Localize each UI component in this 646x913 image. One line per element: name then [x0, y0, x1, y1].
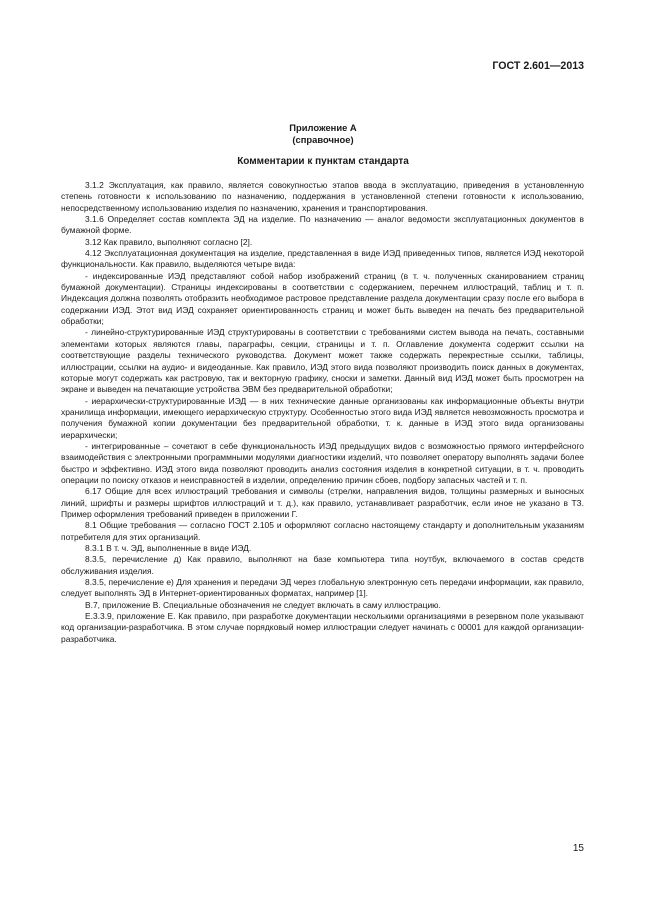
section-title: Комментарии к пунктам стандарта [237, 156, 409, 167]
document-code: ГОСТ 2.601—2013 [492, 60, 584, 72]
paragraph: Е.3.3.9, приложение Е. Как правило, при разработке документации несколькими организациями в резервном поле указывают код организации-разработчика. В этом случае порядковый номер иллюстрации следует начинать с 00001 для каждой организации-разработчика. [61, 611, 584, 644]
paragraph: 8.3.5, перечисление д) Как правило, выполняют на базе компьютера типа ноутбук, включаемого в состав средств обслуживания изделия. [61, 554, 584, 576]
paragraph: 8.3.5, перечисление е) Для хранения и передачи ЭД через глобальную электронную сеть передачи информации, как правило, следует выполнять ЭД в Интернет-ориентированных форматах, например [1]. [61, 577, 584, 599]
paragraph: 8.1 Общие требования — согласно ГОСТ 2.105 и оформляют согласно настоящему стандарту и дополнительным указаниям потребителя для этих организаций. [61, 520, 584, 542]
appendix-heading [0, 122, 646, 146]
paragraph: В.7, приложение В. Специальные обозначения не следует включать в саму иллюстрацию. [85, 599, 441, 610]
paragraph: 3.12 Как правило, выполняют согласно [2]. [85, 236, 253, 247]
paragraph: - линейно-структурированные ИЭД структурированы в соответствии с требованиями систем вывода на печать, составными элементами которых являются главы, параграфы, секции, страницы и т. п. Оглавление документа содержит ссылки на соответствующие разделы технического руководства. Документ может также содержать перекрестные ссылки, таблицы, иллюстрации, ссылки на аудио- и видеоданные. Как правило, ИЭД этого вида позволяют производить поиск данных в документах, которые могут содержать как растровую, так и векторную графику, сноски и заметки. Данный вид ИЭД может быть просмотрен на экране и выведен на печатающие устройства ЭВМ без предварительной обработки; [61, 327, 584, 395]
paragraph: 8.3.1 В т. ч. ЭД, выполненные в виде ИЭД. [85, 543, 252, 553]
paragraph: - индексированные ИЭД представляют собой набор изображений страниц (в т. ч. полученных сканированием страниц бумажной документации). Страницы индексированы в соответствии с содержанием, перечнем иллюстраций, таблиц и т. п. Индексация должна позволять отобразить необходимое растровое представление раздела документации сразу после его выбора в содержании ИЭД. Этот вид ИЭД сохраняет ориентированность страниц и может быть выведен на печать без предварительной обработки; [61, 270, 584, 327]
comments-body [61, 180, 584, 645]
appendix-title: Приложение А [289, 122, 357, 133]
paragraph: 3.1.6 Определяет состав комплекта ЭД на изделие. По назначению — аналог ведомости эксплуатационных документов в бумажной форме. [61, 214, 584, 236]
paragraph: 6.17 Общие для всех иллюстраций требования и символы (стрелки, направления видов, толщины размерных и выносных линий, шрифты и размеры шрифтов иллюстраций и т. д.), как правило, устанавливает разработчик, если иное не указано в ТЗ. Пример оформления требований приведен в приложении Г. [61, 486, 584, 519]
paragraph: 3.1.2 Эксплуатация, как правило, является совокупностью этапов ввода в эксплуатацию, приведения в установленную степень готовности к использованию по назначению, поддержания в установленной степени готовности к использованию, непосредственному использованию изделия по назначению, хранения и транспортирования. [61, 180, 584, 213]
paragraph: 4.12 Эксплуатационная документация на изделие, представленная в виде ИЭД приведенных типов, является ИЭД некоторой функциональности. Как правило, выделяются четыре вида: [61, 248, 584, 270]
paragraph: - иерархически-структурированные ИЭД — в них технические данные организованы как информационные объекты внутри хранилища информации, имеющего иерархическую структуру. Особенностью этого вида ИЭД является невозможность просмотра и получения бумажной копии документации без предварительной обработки, т. к. данные в ИЭД этого вида организованы иерархически; [61, 395, 584, 440]
appendix-subtitle: (справочное) [292, 134, 354, 145]
page-number: 15 [572, 843, 584, 854]
paragraph: - интегрированные – сочетают в себе функциональность ИЭД предыдущих видов с возможностью прямого интерфейсного взаимодействия с электронными программными модулями диагностики изделий, что позволяет оператору выполнять задачи более быстро и эффективно. ИЭД этого вида позволяют проводить анализ состояния изделия в конкретной ситуации, в т. ч. проводить операции по поиску отказов и неисправностей в изделии, определению причин сбоев, подбору запасных частей и т. п. [61, 440, 584, 485]
